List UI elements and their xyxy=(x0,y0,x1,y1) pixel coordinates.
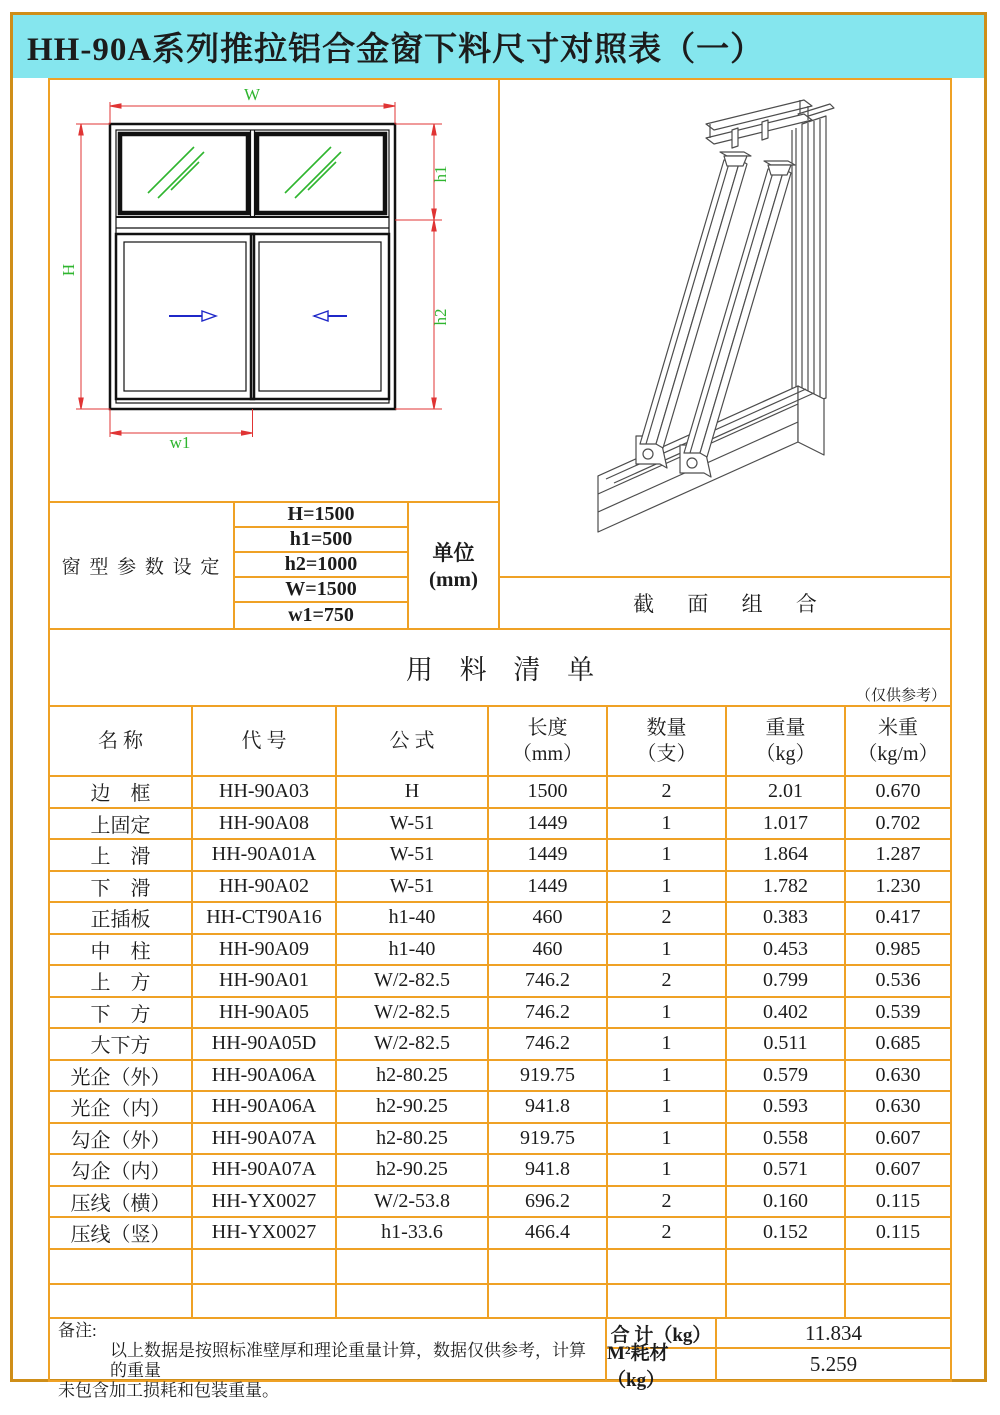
cell-weight: 1.864 xyxy=(726,839,845,871)
cell-qty: 2 xyxy=(607,1217,726,1249)
footer-section xyxy=(50,1317,950,1400)
cell-weight: 0.511 xyxy=(726,1028,845,1060)
cell-formula: h1-40 xyxy=(336,934,488,966)
cell-mweight: 0.607 xyxy=(845,1123,950,1155)
table-row xyxy=(50,1186,950,1218)
remarks-line1: 以上数据是按照标准壁厚和理论重量计算，数据仅供参考，计算的重量 xyxy=(110,1341,586,1380)
cell-qty: 2 xyxy=(607,776,726,808)
table-row xyxy=(50,934,950,966)
cell-formula: W/2-82.5 xyxy=(336,1028,488,1060)
cross-section-drawing xyxy=(500,80,948,576)
cell-name: 下 滑 xyxy=(50,871,192,903)
cell-name: 大下方 xyxy=(50,1028,192,1060)
cell-code: HH-90A05 xyxy=(192,997,336,1029)
cell-mweight: 0.536 xyxy=(845,965,950,997)
total-value: 11.834 xyxy=(805,1320,862,1345)
table-row xyxy=(50,1028,950,1060)
cell-qty: 1 xyxy=(607,1060,726,1092)
cell-code: HH-90A05D xyxy=(192,1028,336,1060)
cell-mweight: 0.985 xyxy=(845,934,950,966)
cell-weight: 0.160 xyxy=(726,1186,845,1218)
cell-name: 边 框 xyxy=(50,776,192,808)
col-header-weight: 重量 （kg） xyxy=(726,706,845,776)
cell-name: 光企（外） xyxy=(50,1060,192,1092)
title-bar xyxy=(10,12,987,78)
cell-length: 746.2 xyxy=(488,997,607,1029)
cell-length: 941.8 xyxy=(488,1154,607,1186)
cell-formula: h2-80.25 xyxy=(336,1123,488,1155)
remarks-cell xyxy=(50,1319,607,1400)
cell-weight: 0.152 xyxy=(726,1217,845,1249)
cell-length: 1449 xyxy=(488,808,607,840)
fixed-pane-frames xyxy=(120,134,385,213)
cell-mweight: 0.607 xyxy=(845,1154,950,1186)
dim-label-h2: h2 xyxy=(431,308,450,326)
cell-mweight: 1.230 xyxy=(845,871,950,903)
cell-qty: 1 xyxy=(607,1154,726,1186)
cell-name: 中 柱 xyxy=(50,934,192,966)
param-value-h2: h2=1000 xyxy=(235,553,407,578)
cell-formula: W-51 xyxy=(336,808,488,840)
cell-weight: 2.01 xyxy=(726,776,845,808)
sliding-sashes xyxy=(116,234,389,399)
cell-length: 1500 xyxy=(488,776,607,808)
per-sqm-label: M²耗材（kg） xyxy=(607,1349,717,1380)
cell-length: 919.75 xyxy=(488,1123,607,1155)
col-header-name: 名 称 xyxy=(50,706,192,776)
cell-length: 746.2 xyxy=(488,965,607,997)
cell-name: 上 方 xyxy=(50,965,192,997)
table-row xyxy=(50,965,950,997)
cell-code: HH-90A08 xyxy=(192,808,336,840)
table-row-empty xyxy=(50,1249,950,1284)
table-row-empty xyxy=(50,1284,950,1319)
cell-length: 746.2 xyxy=(488,1028,607,1060)
cell-length: 460 xyxy=(488,902,607,934)
col-header-code: 代 号 xyxy=(192,706,336,776)
parameters-table xyxy=(50,503,500,628)
cell-weight: 0.558 xyxy=(726,1123,845,1155)
cell-name: 正插板 xyxy=(50,902,192,934)
material-table-body xyxy=(50,776,950,1249)
cell-formula: W-51 xyxy=(336,871,488,903)
cell-code: HH-90A03 xyxy=(192,776,336,808)
cell-mweight: 0.670 xyxy=(845,776,950,808)
per-sqm-value: 5.259 xyxy=(809,1352,858,1376)
table-row xyxy=(50,839,950,871)
table-row xyxy=(50,1217,950,1249)
cell-qty: 1 xyxy=(607,808,726,840)
cell-code: HH-CT90A16 xyxy=(192,902,336,934)
cell-length: 919.75 xyxy=(488,1060,607,1092)
table-row xyxy=(50,1060,950,1092)
unit-value: (mm) xyxy=(429,566,478,591)
cell-qty: 2 xyxy=(607,965,726,997)
cell-weight: 0.593 xyxy=(726,1091,845,1123)
cell-qty: 1 xyxy=(607,997,726,1029)
cell-formula: H xyxy=(336,776,488,808)
parameters-values xyxy=(235,503,409,628)
table-row xyxy=(50,1091,950,1123)
cell-formula: W/2-82.5 xyxy=(336,997,488,1029)
cell-formula: h2-90.25 xyxy=(336,1091,488,1123)
cell-formula: h1-33.6 xyxy=(336,1217,488,1249)
cell-code: HH-90A07A xyxy=(192,1123,336,1155)
material-list-title: 用 料 清 单 xyxy=(405,655,605,685)
total-label: 合 计（kg） xyxy=(607,1319,717,1347)
table-row xyxy=(50,997,950,1029)
cell-code: HH-YX0027 xyxy=(192,1217,336,1249)
cell-name: 下 方 xyxy=(50,997,192,1029)
table-row xyxy=(50,776,950,808)
cell-name: 压线（横） xyxy=(50,1186,192,1218)
unit-cell xyxy=(409,503,498,628)
cell-length: 466.4 xyxy=(488,1217,607,1249)
cell-qty: 1 xyxy=(607,934,726,966)
cell-length: 696.2 xyxy=(488,1186,607,1218)
cell-formula: h2-90.25 xyxy=(336,1154,488,1186)
param-value-W: W=1500 xyxy=(235,578,407,603)
cell-length: 941.8 xyxy=(488,1091,607,1123)
cell-length: 460 xyxy=(488,934,607,966)
param-value-h1: h1=500 xyxy=(235,528,407,553)
frame-profile xyxy=(792,104,834,420)
cell-name: 勾企（内） xyxy=(50,1154,192,1186)
cell-length: 1449 xyxy=(488,839,607,871)
cross-section-caption: 截 面 组 合 xyxy=(633,592,831,616)
cell-code: HH-90A06A xyxy=(192,1091,336,1123)
slide-arrow-right xyxy=(169,311,216,321)
table-row xyxy=(50,808,950,840)
empty-rows xyxy=(50,1249,950,1319)
cell-weight: 0.453 xyxy=(726,934,845,966)
cell-mweight: 0.115 xyxy=(845,1217,950,1249)
cell-qty: 2 xyxy=(607,1186,726,1218)
table-row xyxy=(50,871,950,903)
cell-length: 1449 xyxy=(488,871,607,903)
col-header-qty: 数量 （支） xyxy=(607,706,726,776)
cross-section-cell xyxy=(500,80,950,578)
cell-weight: 1.782 xyxy=(726,871,845,903)
per-sqm-row xyxy=(607,1342,950,1391)
cell-qty: 1 xyxy=(607,871,726,903)
page-title: HH-90A系列推拉铝合金窗下料尺寸对照表（一） xyxy=(27,32,765,68)
reference-note: （仅供参考） xyxy=(855,688,946,704)
cell-weight: 0.402 xyxy=(726,997,845,1029)
cell-mweight: 0.630 xyxy=(845,1060,950,1092)
table-row xyxy=(50,1154,950,1186)
window-diagram xyxy=(50,80,498,501)
cell-weight: 0.571 xyxy=(726,1154,845,1186)
cell-mweight: 0.685 xyxy=(845,1028,950,1060)
remarks-line2: 未包含加工损耗和包装重量。 xyxy=(58,1381,279,1400)
remarks-label: 备注: xyxy=(58,1321,97,1340)
cell-formula: h2-80.25 xyxy=(336,1060,488,1092)
window-diagram-cell xyxy=(50,80,500,503)
cell-mweight: 1.287 xyxy=(845,839,950,871)
cell-qty: 1 xyxy=(607,1123,726,1155)
cell-code: HH-YX0027 xyxy=(192,1186,336,1218)
window-frame xyxy=(110,124,395,409)
cell-name: 上固定 xyxy=(50,808,192,840)
material-table-wrap xyxy=(50,705,950,1319)
glass-hatch xyxy=(148,147,341,198)
dim-label-w: W xyxy=(243,85,261,104)
cell-code: HH-90A01 xyxy=(192,965,336,997)
cell-name: 勾企（外） xyxy=(50,1123,192,1155)
cell-code: HH-90A09 xyxy=(192,934,336,966)
slide-arrow-left xyxy=(314,311,347,321)
param-value-w1: w1=750 xyxy=(288,604,354,626)
unit-label: 单位 xyxy=(432,540,475,565)
material-table-header xyxy=(50,706,950,776)
cell-code: HH-90A07A xyxy=(192,1154,336,1186)
cell-formula: W/2-82.5 xyxy=(336,965,488,997)
dim-label-w1: w1 xyxy=(169,433,191,452)
cell-name: 光企（内） xyxy=(50,1091,192,1123)
cell-qty: 2 xyxy=(607,902,726,934)
cell-name: 压线（竖） xyxy=(50,1217,192,1249)
col-header-length: 长度 （mm） xyxy=(488,706,607,776)
cell-weight: 0.799 xyxy=(726,965,845,997)
material-list-title-band xyxy=(50,628,950,705)
cell-mweight: 0.539 xyxy=(845,997,950,1029)
cell-qty: 1 xyxy=(607,1028,726,1060)
param-value-H: H=1500 xyxy=(235,503,407,528)
table-row xyxy=(50,902,950,934)
cell-mweight: 0.417 xyxy=(845,902,950,934)
parameters-caption: 窗 型 参 数 设 定 xyxy=(50,503,235,628)
table-row xyxy=(50,1123,950,1155)
content-area xyxy=(48,78,952,1400)
cell-weight: 0.579 xyxy=(726,1060,845,1092)
cell-name: 上 滑 xyxy=(50,839,192,871)
cell-formula: W-51 xyxy=(336,839,488,871)
cell-code: HH-90A02 xyxy=(192,871,336,903)
dim-label-h: H xyxy=(59,263,78,277)
cell-mweight: 0.702 xyxy=(845,808,950,840)
col-header-mweight: 米重 （kg/m） xyxy=(845,706,950,776)
cell-code: HH-90A06A xyxy=(192,1060,336,1092)
cell-mweight: 0.630 xyxy=(845,1091,950,1123)
col-header-formula: 公 式 xyxy=(336,706,488,776)
totals-table xyxy=(607,1319,950,1391)
cell-formula: W/2-53.8 xyxy=(336,1186,488,1218)
material-table xyxy=(50,705,950,1319)
cell-weight: 1.017 xyxy=(726,808,845,840)
cell-qty: 1 xyxy=(607,839,726,871)
cell-qty: 1 xyxy=(607,1091,726,1123)
cell-formula: h1-40 xyxy=(336,902,488,934)
cell-code: HH-90A01A xyxy=(192,839,336,871)
cell-weight: 0.383 xyxy=(726,902,845,934)
dim-label-h1: h1 xyxy=(431,165,450,183)
cell-mweight: 0.115 xyxy=(845,1186,950,1218)
